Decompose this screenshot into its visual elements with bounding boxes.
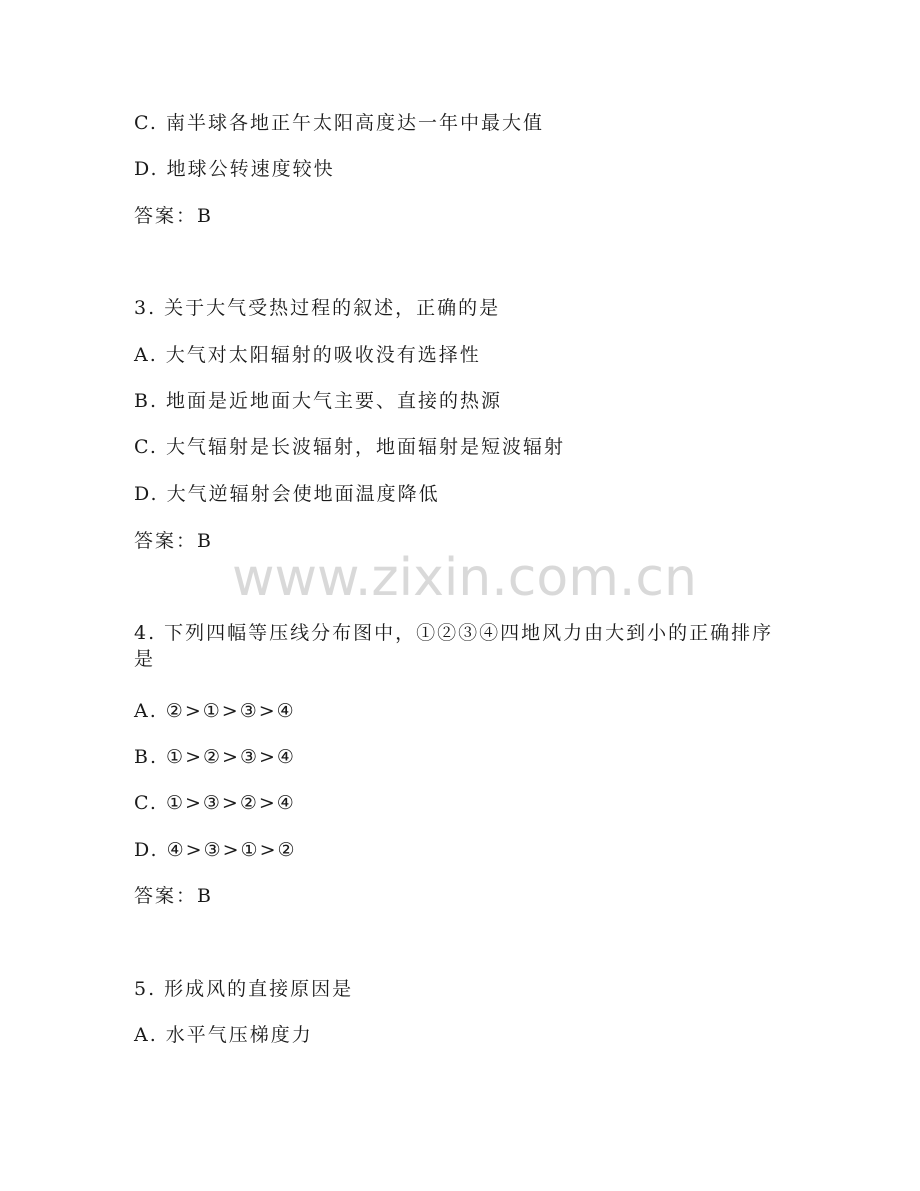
option-c-q3: C. 大气辐射是长波辐射，地面辐射是短波辐射 bbox=[134, 436, 565, 458]
option-d-q3: D. 大气逆辐射会使地面温度降低 bbox=[134, 483, 440, 505]
option-a-q3: A. 大气对太阳辐射的吸收没有选择性 bbox=[134, 344, 481, 366]
option-b-q4: B. ①>②>③>④ bbox=[134, 746, 296, 768]
option-c-q4: C. ①>③>②>④ bbox=[134, 792, 296, 814]
answer-q4: 答案：B bbox=[134, 885, 213, 907]
question-3: 3. 关于大气受热过程的叙述，正确的是 bbox=[134, 297, 501, 319]
question-4: 4. 下列四幅等压线分布图中，①②③④四地风力由大到小的正确排序是 bbox=[134, 622, 774, 670]
option-c-q2: C. 南半球各地正午太阳高度达一年中最大值 bbox=[134, 112, 544, 134]
option-a-q4: A. ②>①>③>④ bbox=[134, 700, 296, 722]
option-b-q3: B. 地面是近地面大气主要、直接的热源 bbox=[134, 390, 503, 412]
option-d-q4: D. ④>③>①>② bbox=[134, 839, 297, 861]
watermark: www.zixin.com.cn bbox=[232, 548, 697, 608]
option-a-q5: A. 水平气压梯度力 bbox=[134, 1024, 313, 1046]
answer-q3: 答案：B bbox=[134, 530, 213, 552]
option-d-q2: D. 地球公转速度较快 bbox=[134, 158, 335, 180]
answer-q2: 答案：B bbox=[134, 205, 213, 227]
question-5: 5. 形成风的直接原因是 bbox=[134, 978, 354, 1000]
